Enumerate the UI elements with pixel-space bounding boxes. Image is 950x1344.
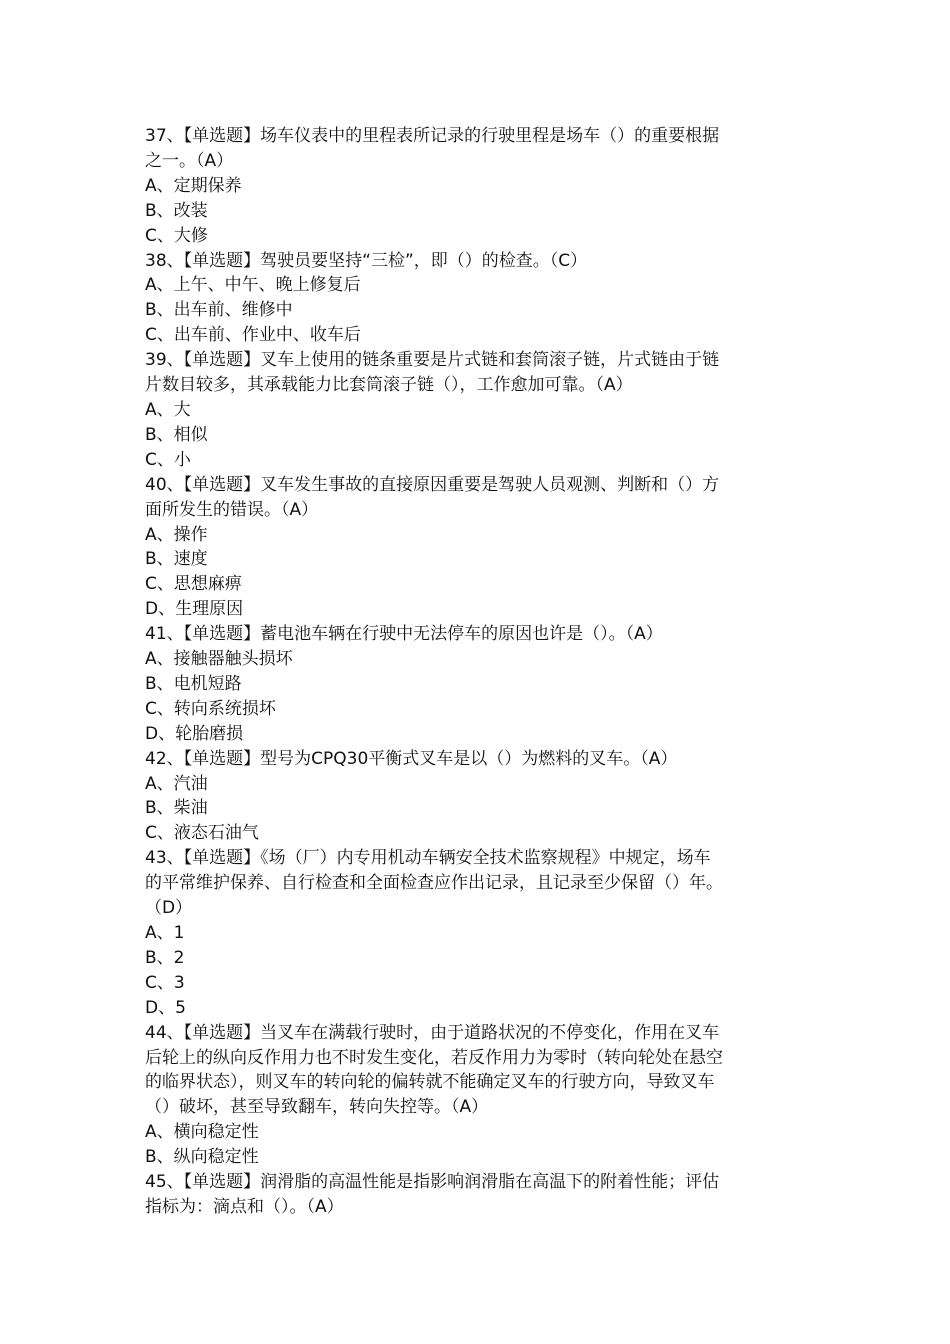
text-line: B、速度 [145, 549, 208, 570]
text-line: B、相似 [145, 424, 208, 445]
text-line: A、1 [145, 923, 185, 943]
text-line: （D） [145, 898, 193, 919]
text-line: 的平常维护保养、自行检查和全面检查应作出记录，且记录至少保留（）年。 [145, 873, 723, 894]
text-line: B、电机短路 [145, 673, 242, 694]
text-line: C、液态石油气 [145, 823, 259, 844]
text-line: A、操作 [145, 524, 208, 545]
text-line: 43、【单选题】《场（厂）内专用机动车辆安全技术监察规程》中规定，场车 [145, 848, 711, 869]
text-line: D、5 [145, 997, 186, 1018]
text-line: C、思想麻痹 [145, 574, 242, 595]
text-line: A、定期保养 [145, 175, 242, 196]
text-line: 之一。（A） [145, 150, 234, 171]
text-line: 的临界状态），则叉车的转向轮的偏转就不能确定叉车的行驶方向，导致叉车 [145, 1072, 715, 1093]
text-line: C、3 [145, 972, 185, 993]
text-line: C、小 [145, 449, 191, 470]
text-line: B、纵向稳定性 [145, 1147, 259, 1168]
text-line: A、大 [145, 399, 191, 420]
text-line: 42、【单选题】型号为CPQ30平衡式叉车是以（）为燃料的叉车。（A） [145, 748, 678, 769]
text-line: B、出车前、维修中 [145, 300, 293, 321]
text-line: A、横向稳定性 [145, 1122, 259, 1143]
text-line: C、出车前、作业中、收车后 [145, 325, 361, 346]
text-line: B、柴油 [145, 798, 208, 819]
text-line: 指标为：滴点和（）。（A） [145, 1196, 344, 1217]
text-line: C、大修 [145, 225, 208, 246]
text-line: B、改装 [145, 200, 208, 221]
text-line: 后轮上的纵向反作用力也不时发生变化，若反作用力为零时（转向轮处在悬空 [145, 1047, 723, 1068]
text-line: 38、【单选题】驾驶员要坚持“三检”，即（）的检查。（C） [145, 250, 588, 271]
text-line: B、2 [145, 947, 185, 968]
text-line: C、转向系统损坏 [145, 698, 276, 719]
text-line: 面所发生的错误。（A） [145, 499, 319, 520]
text-line: 片数目较多，其承载能力比套筒滚子链（），工作愈加可靠。（A） [145, 375, 633, 396]
text-line: 44、【单选题】当叉车在满载行驶时，由于道路状况的不停变化，作用在叉车 [145, 1022, 720, 1043]
text-line: A、上午、中午、晚上修复后 [145, 275, 361, 296]
text-line: A、接触器触头损坏 [145, 649, 293, 670]
text-line: 39、【单选题】叉车上使用的链条重要是片式链和套筒滚子链，片式链由于链 [145, 350, 720, 371]
text-line: D、轮胎磨损 [145, 723, 244, 744]
text-line: A、汽油 [145, 773, 208, 794]
text-line: 41、【单选题】蓄电池车辆在行驶中无法停车的原因也许是（）。（A） [145, 624, 663, 645]
text-line: D、生理原因 [145, 599, 244, 620]
text-line: 40、【单选题】叉车发生事故的直接原因重要是驾驶人员观测、判断和（）方 [145, 474, 720, 495]
text-line: 45、【单选题】润滑脂的高温性能是指影响润滑脂在高温下的附着性能；评估 [145, 1172, 720, 1193]
text-line: （）破坏，甚至导致翻车，转向失控等。（A） [145, 1097, 489, 1118]
text-line: 37、【单选题】场车仪表中的里程表所记录的行驶里程是场车（）的重要根据 [145, 126, 720, 146]
